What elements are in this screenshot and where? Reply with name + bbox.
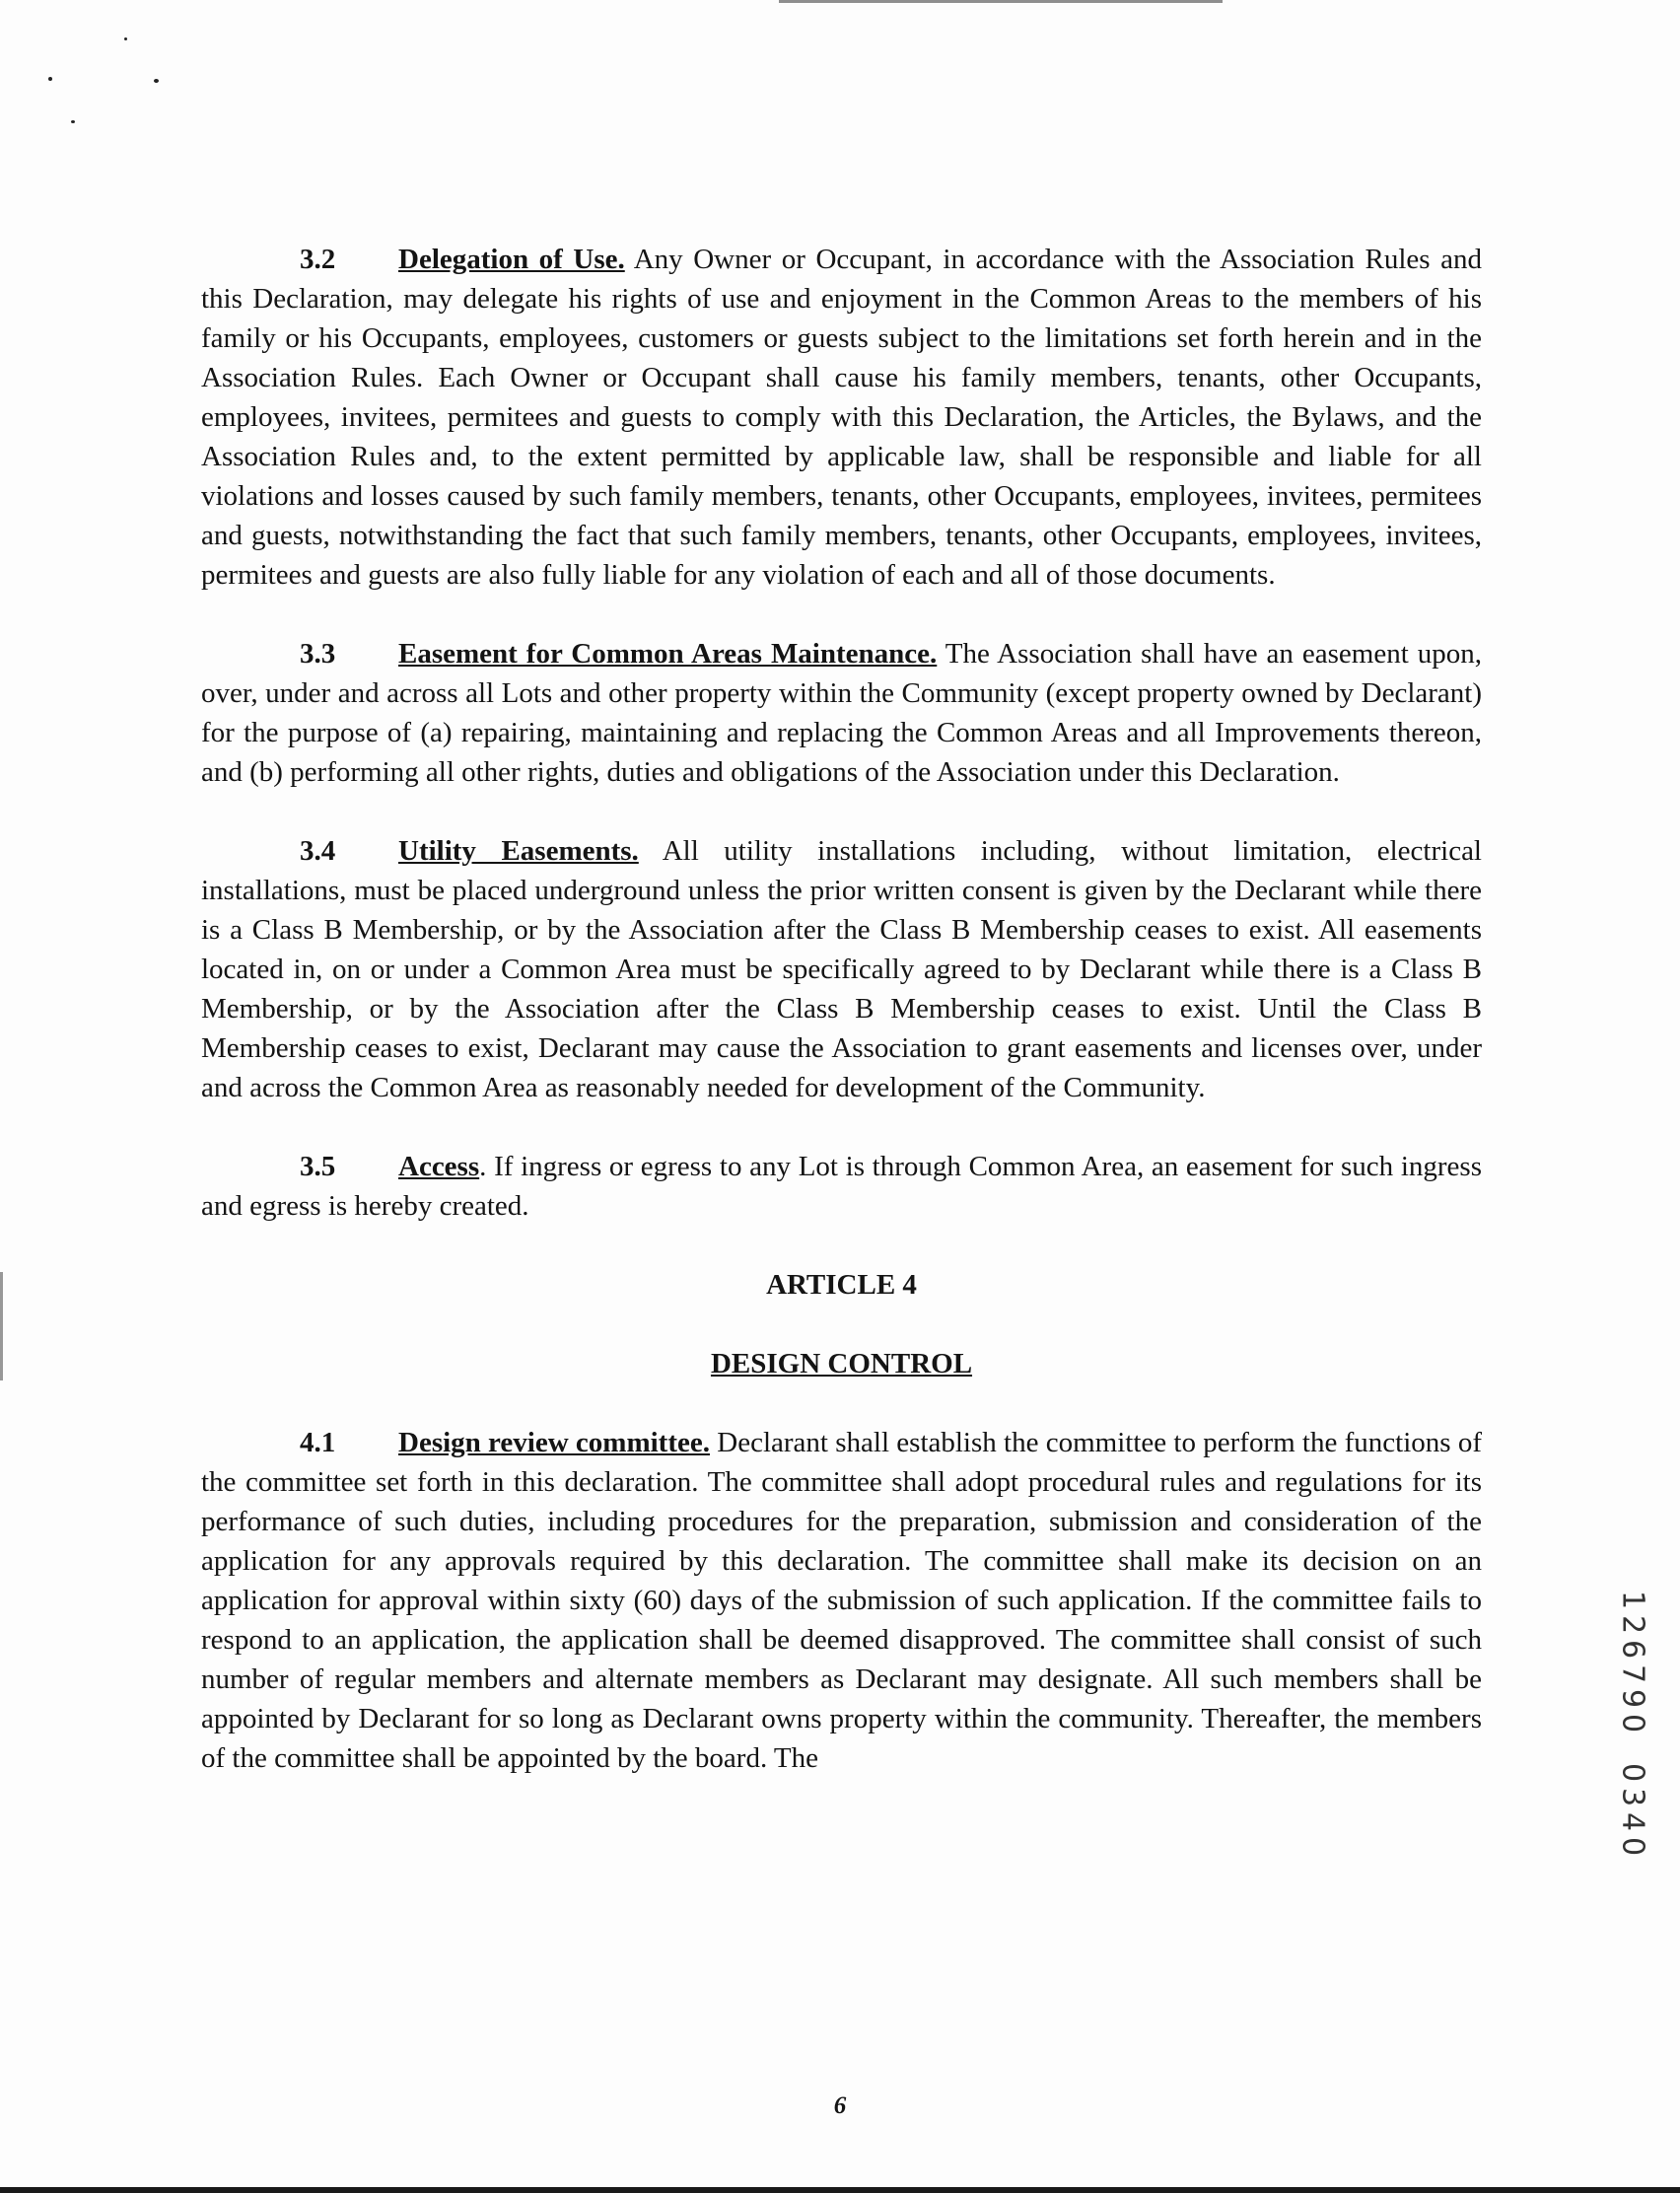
section-body: Any Owner or Occupant, in accordance with the Association Rules and this Declaration, may delegate his rights of use and enjoyment in the Common Areas to the members of his family or his Occupants, employees, customers or guests subject to the limitations set forth herein and in the Association Rules. Each Owner or Occupant shall cause his family members, tenants, other Occupants, employees, invitees, permitees and guests to comply with this Declaration, the Articles, the Bylaws, and the Association Rules and, to the extent permitted by applicable law, shall be responsible and liable for all violations and losses caused by such family members, tenants, other Occupants, employees, invitees, permitees and guests, notwithstanding the fact that such family members, tenants, other Occupants, employees, invitees, permitees and guests are also fully liable for any violation of each and all of those documents. <box>201 244 1483 591</box>
section-4-1 <box>201 1423 1482 1778</box>
margin-recording-stamp <box>1613 1588 1652 1859</box>
section-3-2 <box>201 240 1482 595</box>
section-body: Declarant shall establish the committee to perform the functions of the committee set forth in this declaration. The committee shall adopt procedural rules and regulations for its performance of such duties, including procedures for the preparation, submission and consideration of the application for any approvals required by this declaration. The committee shall make its decision on an application for approval within sixty (60) days of the submission of such application. If the committee fails to respond to an application, the application shall be deemed disapproved. The committee shall consist of such number of regular members and alternate members as Declarant may designate. All such members shall be appointed by Declarant for so long as Declarant owns property within the community. Thereafter, the members of the committee shall be appointed by the board. The <box>201 1427 1482 1774</box>
section-heading: Easement for Common Areas Maintenance. <box>398 638 938 670</box>
scan-speck <box>154 79 159 83</box>
section-3-5 <box>201 1147 1482 1226</box>
stamp-digit: 0 <box>1615 1713 1650 1733</box>
stamp-digit: 4 <box>1615 1811 1650 1832</box>
scan-speck <box>124 37 127 40</box>
document-body <box>201 240 1482 1778</box>
scan-speck <box>48 77 52 81</box>
stamp-digit: 9 <box>1615 1688 1650 1709</box>
stamp-digit: 2 <box>1615 1614 1650 1635</box>
scan-edge-bottom <box>0 2187 1680 2193</box>
stamp-part-2 <box>1613 1760 1652 1859</box>
stamp-part-1 <box>1613 1588 1652 1735</box>
section-3-3 <box>201 634 1482 792</box>
section-heading: Delegation of Use. <box>398 244 625 275</box>
section-body: All utility installations including, without limitation, electrical installations, must be placed underground unless the prior written consent is given by the Declarant while there is a Class B Membership, or by the Association after the Class B Membership ceases to exist. All easements located in, on or under a Common Area must be specifically agreed to by Declarant while there is a Class B Membership, or by the Association after the Class B Membership ceases to exist. Until the Class B Membership ceases to exist, Declarant may cause the Association to grant easements and licenses over, under and across the Common Area as reasonably needed for development of the Community. <box>201 835 1482 1103</box>
section-heading: Design review committee. <box>398 1427 710 1458</box>
stamp-digit: 1 <box>1615 1590 1650 1610</box>
stamp-digit: 0 <box>1615 1762 1650 1783</box>
stamp-digit: 3 <box>1615 1787 1650 1807</box>
section-3-4 <box>201 831 1482 1107</box>
article-title <box>201 1344 1482 1383</box>
scan-edge-top <box>779 0 1223 3</box>
scan-speck <box>71 120 75 123</box>
stamp-digit: 0 <box>1615 1836 1650 1857</box>
section-number: 3.4 <box>300 835 336 867</box>
section-number: 3.2 <box>300 244 336 275</box>
section-body: . If ingress or egress to any Lot is through Common Area, an easement for such ingress and egress is hereby created. <box>201 1151 1482 1222</box>
section-number: 3.3 <box>300 638 336 670</box>
stamp-digit: 7 <box>1615 1663 1650 1684</box>
stamp-digit: 6 <box>1615 1639 1650 1660</box>
page-number: 6 <box>833 2092 847 2119</box>
article-title-text: DESIGN CONTROL <box>710 1348 973 1379</box>
section-heading: Utility Easements. <box>398 835 639 867</box>
section-number: 4.1 <box>300 1427 336 1458</box>
section-heading: Access <box>398 1151 480 1182</box>
article-label: ARTICLE 4 <box>766 1269 917 1301</box>
scan-edge-left <box>0 1272 3 1380</box>
section-number: 3.5 <box>300 1151 336 1182</box>
section-body: The Association shall have an easement upon, over, under and across all Lots and other property within the Community (except property owned by Declarant) for the purpose of (a) repairing, maintaining and replacing the Common Areas and all Improvements thereon, and (b) performing all other rights, duties and obligations of the Association under this Declaration. <box>201 638 1482 788</box>
